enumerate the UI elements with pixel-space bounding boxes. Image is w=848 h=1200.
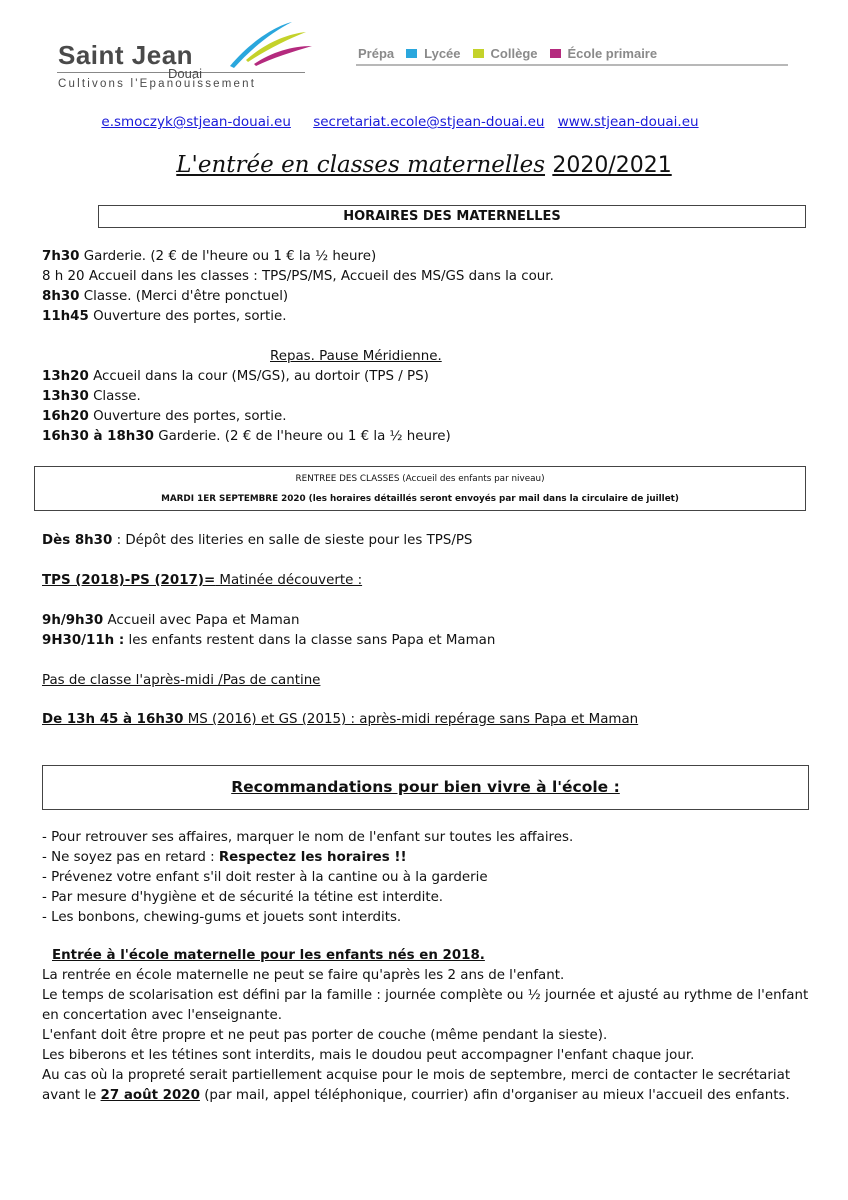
sans-parents (42, 633, 495, 648)
horaires-heading-box (98, 205, 806, 228)
schedule-text: 8 h 20 Accueil dans les classes : TPS/PS/MS, Accueil des MS/GS dans la cour. (42, 269, 554, 284)
logo-name: Saint Jean (58, 40, 194, 70)
contact-links (0, 114, 800, 130)
time-label: 9h/9h30 (42, 613, 104, 628)
program-text: Matinée découverte : (215, 573, 363, 588)
pas-de-classe-note: Pas de classe l'après-midi /Pas de cantine (42, 673, 321, 688)
document-title (0, 152, 848, 178)
title-main: L'entrée en classes maternelles (176, 152, 546, 178)
program-text: Accueil avec Papa et Maman (103, 613, 300, 628)
schedule-text: Classe. (Merci d'être ponctuel) (79, 289, 289, 304)
time-label: Dès 8h30 (42, 533, 113, 548)
tps-ps-decouverte (42, 573, 362, 588)
lycee-square-icon (406, 49, 417, 58)
entree-para-5b (42, 1088, 790, 1103)
entree-para-2b: en concertation avec l'enseignante. (42, 1008, 282, 1023)
recommandations-box (42, 765, 809, 810)
tps-label: TPS (2018)-PS (2017)= (42, 573, 216, 588)
reco-item-5: - Les bonbons, chewing-gums et jouets sont interdits. (42, 910, 402, 925)
ecole-square-icon (550, 49, 561, 58)
schedule-line-accueil-pm (42, 369, 429, 384)
header-rule (356, 64, 788, 66)
para-text: avant le (42, 1088, 101, 1103)
reco-text: - Ne soyez pas en retard : (42, 850, 219, 865)
schedule-text: Ouverture des portes, sortie. (88, 409, 287, 424)
time-label: De 13h 45 à 16h30 (42, 712, 184, 727)
college-square-icon (473, 49, 484, 58)
time-label: 16h30 à 18h30 (42, 429, 154, 444)
nav-item-lycee: Lycée (424, 46, 461, 61)
accueil-parents (42, 613, 299, 628)
website-link[interactable]: www.stjean-douai.eu (557, 114, 699, 130)
time-label: 8h30 (42, 289, 80, 304)
entree-para-2a: Le temps de scolarisation est défini par la famille : journée complète ou ½ journée et ajusté au rythme de l'enfant (42, 988, 809, 1003)
time-label: 9H30/11h : (42, 633, 125, 648)
schedule-line-classe (42, 289, 288, 304)
reco-item-4: - Par mesure d'hygiène et de sécurité la tétine est interdite. (42, 890, 444, 905)
reco-emphasis: Respectez les horaires !! (218, 850, 407, 865)
depot-literies (42, 533, 472, 548)
schedule-line-garderie-evening (42, 429, 451, 444)
title-year: 2020/2021 (552, 153, 672, 178)
time-label: 13h20 (42, 369, 89, 384)
reco-item-1: - Pour retrouver ses affaires, marquer le nom de l'enfant sur toutes les affaires. (42, 830, 574, 845)
schedule-line-accueil (42, 269, 554, 284)
entree-para-4: Les biberons et les tétines sont interdits, mais le doudou peut accompagner l'enfant chaque jour. (42, 1048, 695, 1063)
rentree-line1: RENTREE DES CLASSES (Accueil des enfants par niveau) (295, 474, 545, 484)
logo-tagline: Cultivons l'Epanouissement (58, 78, 257, 90)
header-nav (358, 46, 657, 61)
schedule-text: Garderie. (2 € de l'heure ou 1 € la ½ heure) (153, 429, 451, 444)
repas-heading: Repas. Pause Méridienne. (270, 349, 442, 364)
deadline-date: 27 août 2020 (100, 1088, 200, 1103)
ms-gs-reperage (42, 712, 638, 727)
entree-2018-heading: Entrée à l'école maternelle pour les enfants nés en 2018. (52, 948, 485, 963)
program-text: MS (2016) et GS (2015) : après-midi repérage sans Papa et Maman (183, 712, 639, 727)
program-text: : Dépôt des literies en salle de sieste pour les TPS/PS (112, 533, 473, 548)
email-link-secretariat[interactable]: secretariat.ecole@stjean-douai.eu (313, 114, 545, 130)
schedule-line-sortie (42, 309, 287, 324)
logo-city: Douai (168, 66, 202, 81)
rentree-line2: MARDI 1ER SEPTEMBRE 2020 (les horaires détaillés seront envoyés par mail dans la circulaire de juillet) (161, 494, 679, 504)
time-label: 11h45 (42, 309, 89, 324)
schedule-text: Ouverture des portes, sortie. (88, 309, 287, 324)
schedule-line-garderie-morning (42, 249, 376, 264)
horaires-heading: HORAIRES DES MATERNELLES (343, 209, 561, 224)
reco-item-2 (42, 850, 407, 865)
time-label: 7h30 (42, 249, 80, 264)
schedule-line-classe-pm (42, 389, 141, 404)
nav-item-prepa: Prépa (358, 46, 395, 61)
para-text: (par mail, appel téléphonique, courrier) afin d'organiser au mieux l'accueil des enfants. (199, 1088, 790, 1103)
entree-para-1: La rentrée en école maternelle ne peut se faire qu'après les 2 ans de l'enfant. (42, 968, 565, 983)
time-label: 13h30 (42, 389, 89, 404)
nav-item-college: Collège (490, 46, 538, 61)
logo-swoosh-graphic (220, 14, 320, 74)
email-link-smoczyk[interactable]: e.smoczyk@stjean-douai.eu (101, 114, 291, 130)
nav-item-ecole-primaire: École primaire (567, 46, 658, 61)
time-label: 16h20 (42, 409, 89, 424)
entree-para-5a: Au cas où la propreté serait partiellement acquise pour le mois de septembre, merci de contacter le secrétariat (42, 1068, 791, 1083)
schedule-text: Accueil dans la cour (MS/GS), au dortoir (TPS / PS) (88, 369, 429, 384)
recommandations-heading: Recommandations pour bien vivre à l'école : (231, 778, 620, 796)
entree-para-3: L'enfant doit être propre et ne peut pas porter de couche (même pendant la sieste). (42, 1028, 608, 1043)
schedule-line-sortie-pm (42, 409, 287, 424)
program-text: les enfants restent dans la classe sans Papa et Maman (124, 633, 496, 648)
rentree-box (34, 466, 806, 511)
reco-item-3: - Prévenez votre enfant s'il doit rester à la cantine ou à la garderie (42, 870, 488, 885)
schedule-text: Classe. (88, 389, 141, 404)
schedule-text: Garderie. (2 € de l'heure ou 1 € la ½ heure) (79, 249, 377, 264)
